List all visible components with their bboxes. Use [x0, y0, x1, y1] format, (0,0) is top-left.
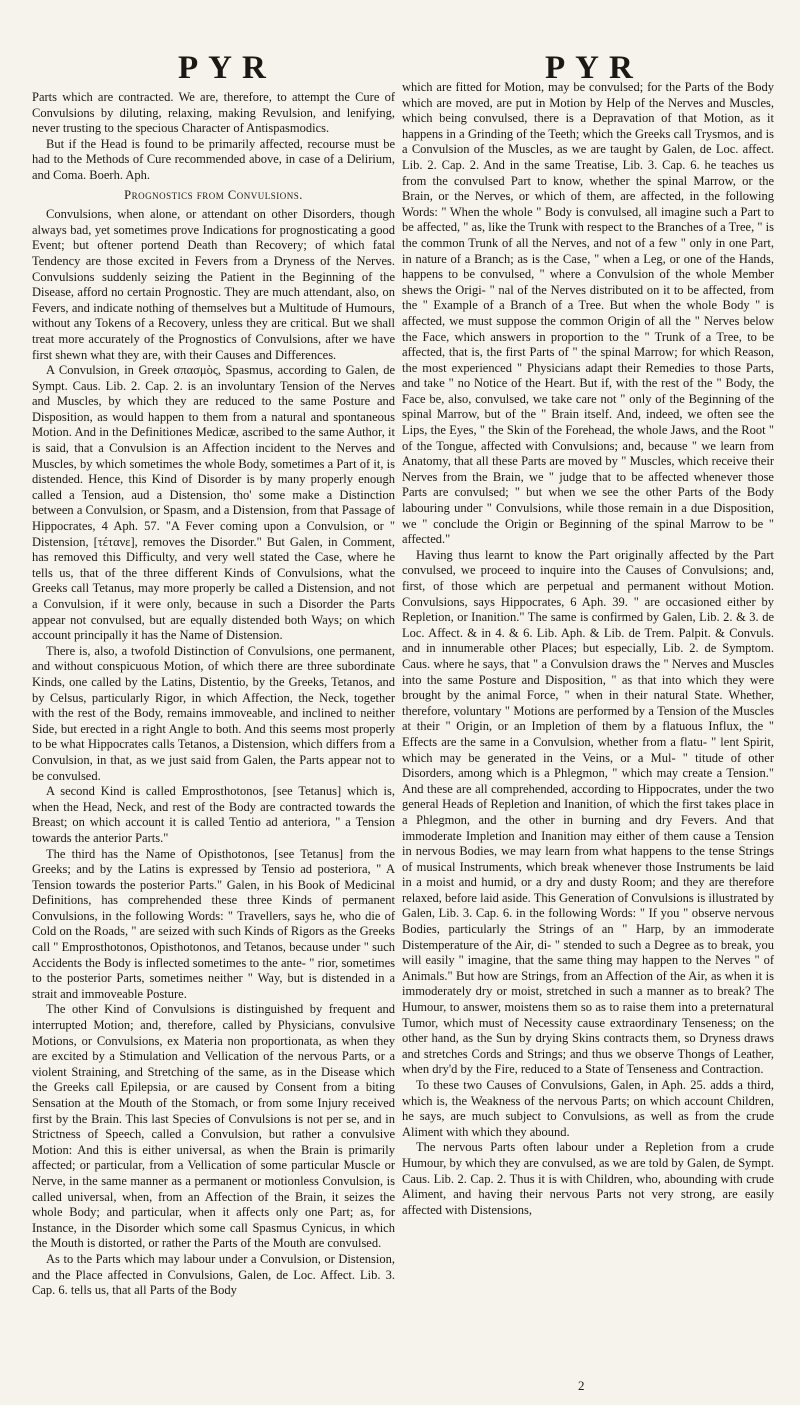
- paragraph: which are fitted for Motion, may be convulsed; for the Parts of the Body which are moved, are put in Motion by Help of the Nerves and Muscles, which being convulsed, there is a Depravation of that Motion, as it happens in a Grinding of the Teeth; which the Greeks call Trysmos, and is a Convulsion of the Muscles, as we are taught by Galen, de Loc. affect. Lib. 2. Cap. 2. And in the same Treatise, Lib. 3. Cap. 6. he teaches us from the convulsed Part to know, whether the spinal Marrow, or the Brain, or the Nerves, or which of them, are affected, in the following Words: " When the whole " Body is convulsed, all imagine such a Part to be affected, " as, like the Trunk with respect to the Branches of a Tree, " is the common Trunk of all the Nerves, and not of a few " only in one Part, in nature of a Branch; as is the Case, " when a Leg, or one of the Hands, happens to be convulsed, " where a Convulsion of the whole Member shews the Origi- " nal of the Nerves distributed on it to be affected, from the " Example of a Branch of a Tree. But when the whole Body " is affected, we must suppose the common Origin of all the " Nerves below the Face, which answers in proportion to the " Trunk of a Tree, to be affected, that is, the first Parts of " the spinal Marrow; for which Reason, the most experienced " Physicians adapt their Remedies to those Parts, and take " no Notice of the Heart. But if, with the rest of the " Body, the Face be, also, convulsed, we take care not " only of the Beginning of the spinal Marrow, but of the " Brain itself. And, indeed, we often see the Lips, the Eyes, " the Skin of the Forehead, the whole Jaws, and the Root " of the Tongue, affected with Convulsions; and, because " we learn from Anatomy, that all these Parts are moved by " Muscles, which receive their Nerves from the Brain, we " judge that to be affected whenever those Parts are convulsed; " but when we see the other Parts of the Body labouring under " Convulsions, while those remain in a due Disposition, we " conclude the Origin or Beginning of the spinal Marrow to be " affected.": [402, 80, 774, 547]
- page-number: 2: [578, 1378, 585, 1393]
- paragraph: To these two Causes of Convulsions, Galen, in Aph. 25. adds a third, which is, the Weakness of the nervous Parts; on which account Children, he says, are much subject to Convulsions, as well as from the crude Aliment with which they abound.: [402, 1078, 774, 1139]
- running-head-left: PYR: [178, 50, 276, 86]
- section-heading: Prognostics from Convulsions.: [124, 187, 303, 202]
- running-head-right: PYR: [545, 50, 643, 86]
- paragraph: But if the Head is found to be primarily affected, recourse must be had to the Methods of Cure recommended above, in case of a Delirium, and Coma. Boerh. Aph.: [32, 136, 395, 182]
- paragraph: A second Kind is called Emprosthotonos, [see Tetanus] which is, when the Head, Neck, and rest of the Body are contracted towards the Breast; on which account it is called Tentio ad anteriora, " a Tension towards the anterior Parts.": [32, 784, 395, 845]
- paragraph: The third has the Name of Opisthotonos, [see Tetanus] from the Greeks; and by the Latins is expressed by Tensio ad posteriora, " A Tension towards the posterior Parts." Galen, in his Book of Medicinal Definitions, has comprehended these three Kinds of permanent Convulsions, in the following Words: " Travellers, says he, who die of Cold on the Roads, " are seized with such Kinds of Rigors as the Greeks call " Emprosthotonos, Opisthotonos, and Tetanos, because under " such Accidents the Body is inflected sometimes to the ante- " rior, sometimes to the posterior Parts, sometimes neither " Way, but is distended in a strait and immoveable Posture.: [32, 846, 395, 1001]
- paragraph: The other Kind of Convulsions is distinguished by frequent and interrupted Motion; and, therefore, called by Physicians, convulsive Motions, or Convulsions, ex Materia non proportionata, as when they are excited by a Stimulation and Vellication of the nervous Parts, or a violent Straining, and Stretching of the same, as in the Disease which the Greeks call Epilepsia, or are caused by Consent from a biting Sensation at the Mouth of the Stomach, or from some Injury received first by the Brain. This last Species of Convulsions is not per se, and in Strictness of Speech, called a Convulsion, but rather a convulsive Motion: And this is either universal, as when the Brain is primarily affected; or particular, from a Vellication of some particular Muscle or Nerve, in the same manner as a permanent or motionless Convulsion, is called universal, when, from an Affection of the Brain, it seizes the whole Body; and particular, when it affects only one Part; as, for Instance, in the Disorder which some call Spasmus Cynicus, in which the Mouth is distorted, or rather the Parts of the Mouth are convulsed.: [32, 1002, 395, 1251]
- right-column: [402, 80, 774, 1218]
- paragraph: A Convulsion, in Greek σπασμὸς, Spasmus, according to Galen, de Sympt. Caus. Lib. 2. Cap. 2. is an involuntary Tension of the Nerves and Muscles, by which they are reduced to the same Posture and Disposition, as would happen to them from a natural and spontaneous Motion. And in the Definitiones Medicæ, ascribed to the same Author, it is said, that a Convulsion is an Affection incident to the Nerves and Muscles, by which sometimes the whole Body, sometimes a Part of it, is distended. Hence, this Kind of Disorder is by many properly enough called a Tension, aud a Distension, tho' some make a Distinction between a Convulsion, or Spasm, and a Distension, from that Passage of Hippocrates, 4 Aph. 57. "A Fever coming upon a Convulsion, or " Distension, [τέτανε], removes the Disorder." But Galen, in Comment, has removed this Difficulty, and very well stated the Case, where he tells us, that of the three different Kinds of Convulsions, what the Greeks call Tetanus, may more properly be called a Distension, and not a Convulsion, if it were only, because in such a Disorder the Parts appear not convulsed, but are equally distended both Ways; on which account principally it has the Name of Distension.: [32, 363, 395, 643]
- paragraph: Convulsions, when alone, or attendant on other Disorders, though always bad, yet sometimes prove Indications for prognosticating a good Event; but oftener portend Death than Recovery; of which fatal Tendency are those excited in Fevers from a Dryness of the Nerves. Convulsions suddenly seizing the Patient in the Beginning of the Disease, afford no certain Prognostic. They are much attendant, also, on Fevers, and indicate nothing of themselves but a Multitude of Humours, without any Tokens of a Recovery, unless they are critical. But we shall treat more accurately of the Prognostics of Convulsions, after we have first shewn what they are, with their Causes and Differences.: [32, 207, 395, 362]
- paragraph: There is, also, a twofold Distinction of Convulsions, one permanent, and without conspicuous Motion, of which there are three subordinate Kinds, one called by the Latins, Distentio, by the Greeks, Tetanos, and by Celsus, particularly Rigor, in which Affection, the Neck, together with the rest of the Body, remains immoveable, and inclined to neither Side, but erected in a right Angle to both. And this seems most properly to be what Hippocrates calls Tetanos, a Distension, which differs from a Convulsion, in that, as we just said from Galen, the Parts appear not to be convulsed.: [32, 643, 395, 783]
- paragraph: Having thus learnt to know the Part originally affected by the Part convulsed, we proceed to inquire into the Causes of Convulsions; and, first, of those which are perpetual and permanent without Motion. Convulsions, says Hippocrates, 6 Aph. 39. " are occasioned either by Repletion, or Inanition." The same is confirmed by Galen, Lib. 2. & 3. de Loc. Affect. & in 4. & 6. Lib. Aph. & Lib. de Trem. Palpit. & Convuls. and in innumerable other Places; but especially, Lib. 2. de Symptom. Caus. where he says, that " a Convulsion draws the " Nerves and Muscles into the same Posture and Disposition, " as that into which they were brought by the animal Force, " when in their natural State. Whether, therefore, voluntary " Motions are performed by a Tension of the Muscles at their " Origin, or an Impletion of them by a flatuous Influx, the " Effects are the same in a Convulsion, whether from a flatu- " lent Spirit, which may be generated in the Veins, or a Mul- " titude of other Disorders, among which is a Phlegmon, " which may create a Tension." And these are all comprehended, according to Hippocrates, under the two general Heads of Repletion and Inanition, of which the first takes place in a Phlegmon, and the other in burning and dry Fevers. And that immoderate Impletion and Inanition may either of them cause a Tension in nervous Bodies, we may learn from what happens to the tense Strings of musical Instruments, which break whenever those Instruments be laid in a moist and humid, or a dry and dusty Room; and they are therefore relaxed, before laid aside. This Generation of Convulsions is illustrated by Galen, Lib. 3. Cap. 6. in the following Words: " If you " observe nervous Bodies, particularly the Strings of an " Harp, by an immoderate Distemperature of the Air, di- " stended to such a Degree as to break, you will easily " imagine, that the same thing may happen to the Nerves " of Animals." But how are Strings, from an Affection of the Air, as when it is immoderately dry or moist, stretched in such a manner as to break? The Humour, to answer, moistens them so as to raise them into a preternatural Tumor, which must of Necessity cause extraordinary Tenseness; on the other hand, as the Sun by drying Skins contracts them, so Dryness draws and stretches Cords and Strings; and thus we observe Thongs of Leather, when dry'd by the Fire, reduced to a State of Tenseness and Contraction.: [402, 547, 774, 1077]
- paragraph: The nervous Parts often labour under a Repletion from a crude Humour, by which they are convulsed, as we are told by Galen, de Sympt. Caus. Lib. 2. Cap. 2. Thus it is with Children, who, abounding with crude Aliment, and having their nervous Parts not very strong, are easily affected with Distensions,: [402, 1140, 774, 1217]
- left-column: [32, 90, 395, 1299]
- paragraph: Parts which are contracted. We are, therefore, to attempt the Cure of Convulsions by diluting, relaxing, making Revulsion, and lenifying, never trusting to the specious Character of Antispasmodics.: [32, 90, 395, 136]
- paragraph: As to the Parts which may labour under a Convulsion, or Distension, and the Place affected in Convulsions, Galen, de Loc. Affect. Lib. 3. Cap. 6. tells us, that all Parts of the Body: [32, 1251, 395, 1298]
